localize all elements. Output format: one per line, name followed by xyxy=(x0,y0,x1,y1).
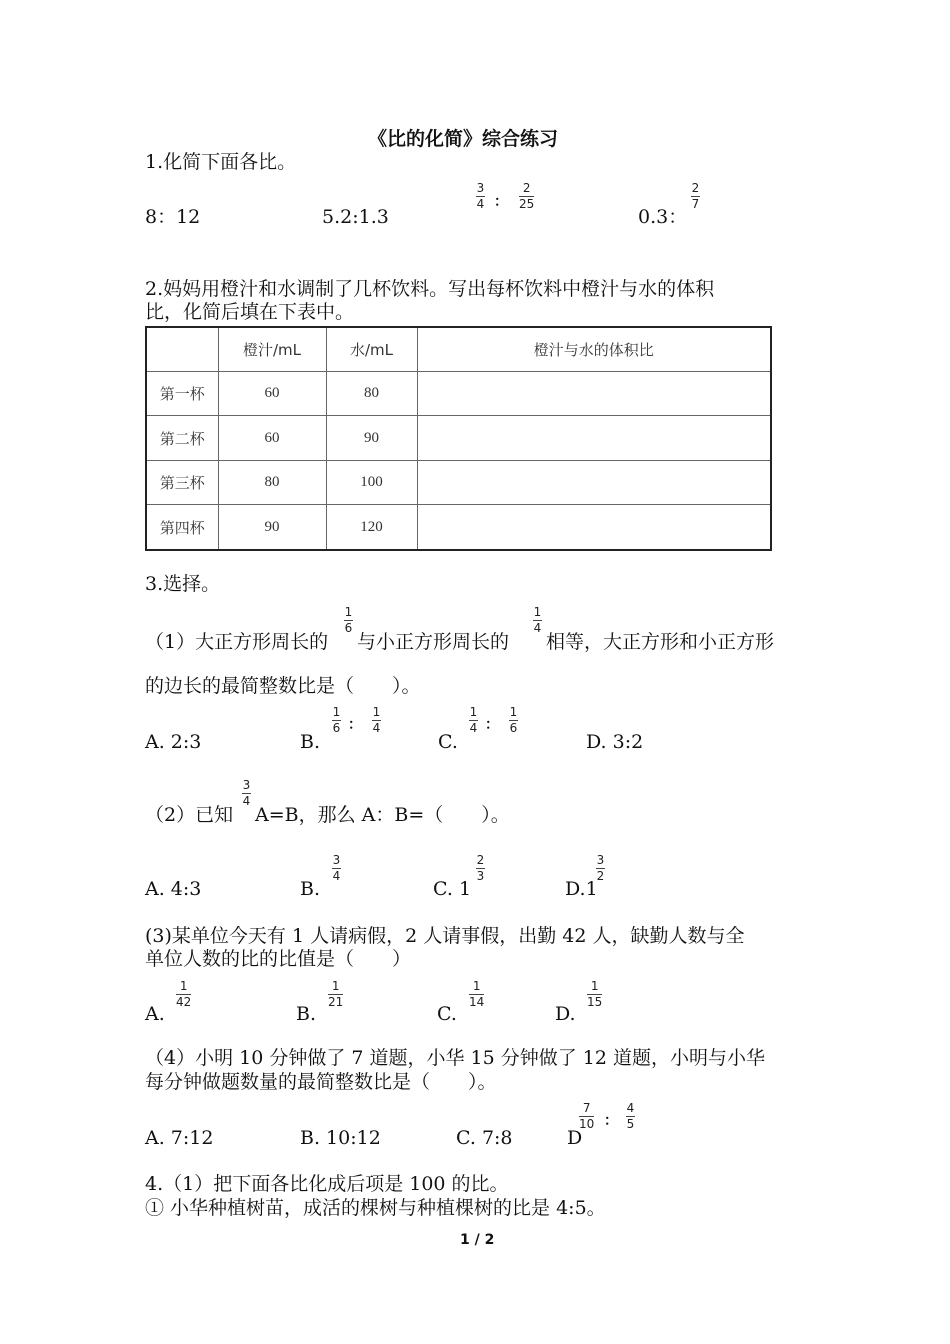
q3-2-option-d-fraction: 3 2 xyxy=(596,853,605,883)
q3-2-option-b[interactable]: B. xyxy=(300,878,321,900)
juice-cell: 80 xyxy=(218,460,326,504)
q3-3-option-a[interactable]: A. xyxy=(145,1003,165,1025)
table-header-water: 水/mL xyxy=(326,327,417,372)
table-row xyxy=(146,416,771,460)
q3-3-line2: 单位人数的比的比值是（ ） xyxy=(145,948,412,970)
q3-3-option-c[interactable]: C. xyxy=(437,1003,457,1025)
q1-fraction-c: 2 7 xyxy=(691,181,700,211)
q3-4-option-b[interactable]: B. 10:12 xyxy=(300,1127,381,1149)
q3-1-option-b[interactable]: B. xyxy=(300,731,321,753)
ratio-answer-cell[interactable] xyxy=(417,416,771,460)
q3-2-option-b-fraction: 3 4 xyxy=(332,853,341,883)
q3-3-option-a-fraction: 1 42 xyxy=(176,979,192,1009)
q1-colon: ： xyxy=(494,194,508,210)
q3-1-option-b-fraction-1: 1 6 xyxy=(332,705,341,735)
q1-item-3: 0.3： xyxy=(638,206,688,228)
q3-1-part1: （1）大正方形周长的 xyxy=(145,631,329,653)
q3-1-option-b-fraction-2: 1 4 xyxy=(372,705,381,735)
q3-2-option-c-fraction: 2 3 xyxy=(476,853,485,883)
q3-4-option-d-fraction-1: 7 10 xyxy=(579,1101,595,1131)
q3-4-option-c[interactable]: C. 7:8 xyxy=(456,1127,513,1149)
water-cell: 120 xyxy=(326,505,417,550)
q3-2-option-a[interactable]: A. 4:3 xyxy=(145,878,202,900)
row-label: 第一杯 xyxy=(146,372,218,416)
table-header-row xyxy=(146,327,771,372)
q3-1-option-c-colon: ： xyxy=(485,717,499,733)
ratio-table xyxy=(145,326,772,551)
q3-1-option-b-colon: ： xyxy=(348,717,362,733)
ratio-answer-cell[interactable] xyxy=(417,460,771,504)
q3-4-option-a[interactable]: A. 7:12 xyxy=(145,1127,214,1149)
q3-3-option-d-fraction: 1 15 xyxy=(587,979,603,1009)
page-title: 《比的化简》综合练习 xyxy=(368,128,559,150)
juice-cell: 90 xyxy=(218,505,326,550)
ratio-answer-cell[interactable] xyxy=(417,372,771,416)
q1-prompt: 1.化简下面各比。 xyxy=(145,151,297,173)
water-cell: 100 xyxy=(326,460,417,504)
water-cell: 90 xyxy=(326,416,417,460)
q3-1-part2: 与小正方形周长的 xyxy=(357,631,510,653)
q3-1-option-c[interactable]: C. xyxy=(438,731,458,753)
table-row xyxy=(146,372,771,416)
q3-2-fraction: 3 4 xyxy=(242,778,251,808)
q3-1-fraction-2: 1 4 xyxy=(533,605,542,635)
row-label: 第三杯 xyxy=(146,460,218,504)
table-row xyxy=(146,505,771,550)
q3-1-part3: 相等，大正方形和小正方形 xyxy=(546,631,775,653)
q1-item-2: 5.2:1.3 xyxy=(322,206,389,228)
water-cell: 80 xyxy=(326,372,417,416)
juice-cell: 60 xyxy=(218,372,326,416)
table-header-corner xyxy=(146,327,218,372)
q3-4-option-d[interactable]: D xyxy=(567,1127,583,1149)
q3-1-line2: 的边长的最简整数比是（ ）。 xyxy=(145,675,421,697)
q1-fraction-a: 3 4 xyxy=(476,181,485,211)
q2-prompt-line2: 比，化简后填在下表中。 xyxy=(145,301,355,323)
q3-3-option-d[interactable]: D. xyxy=(555,1003,576,1025)
q3-3-option-b[interactable]: B. xyxy=(296,1003,317,1025)
ratio-answer-cell[interactable] xyxy=(417,505,771,550)
q4-line2: ① 小华种植树苗，成活的棵树与种植棵树的比是 4:5。 xyxy=(145,1197,606,1219)
q1-fraction-b: 2 25 xyxy=(519,181,535,211)
juice-cell: 60 xyxy=(218,416,326,460)
q3-4-line2: 每分钟做题数量的最简整数比是（ ）。 xyxy=(145,1071,497,1093)
q3-1-option-d[interactable]: D. 3:2 xyxy=(586,731,644,753)
row-label: 第四杯 xyxy=(146,505,218,550)
q3-2-option-c[interactable]: C. 1 xyxy=(433,878,472,900)
q3-1-option-a[interactable]: A. 2:3 xyxy=(145,731,202,753)
q3-3-option-b-fraction: 1 21 xyxy=(328,979,344,1009)
q3-4-option-d-colon: ： xyxy=(604,1113,618,1129)
q1-item-1: 8：12 xyxy=(145,206,201,228)
q3-1-fraction-1: 1 6 xyxy=(344,605,353,635)
row-label: 第二杯 xyxy=(146,416,218,460)
q3-1-option-c-fraction-2: 1 6 xyxy=(509,705,518,735)
q3-2-part1: （2）已知 xyxy=(145,804,234,826)
q3-2-option-d[interactable]: D.1 xyxy=(565,878,598,900)
page-number: 1 / 2 xyxy=(460,1232,495,1248)
q4-line1: 4.（1）把下面各比化成后项是 100 的比。 xyxy=(145,1173,509,1195)
q3-3-option-c-fraction: 1 14 xyxy=(469,979,485,1009)
q2-prompt-line1: 2.妈妈用橙汁和水调制了几杯饮料。写出每杯饮料中橙汁与水的体积 xyxy=(145,278,715,300)
q3-4-option-d-fraction-2: 4 5 xyxy=(626,1101,635,1131)
table-row xyxy=(146,460,771,504)
q3-3-line1: (3)某单位今天有 1 人请病假，2 人请事假，出勤 42 人，缺勤人数与全 xyxy=(145,925,745,947)
q3-prompt: 3.选择。 xyxy=(145,573,221,595)
q3-2-part2: A=B，那么 A：B=（ ）。 xyxy=(255,804,510,826)
q3-4-line1: （4）小明 10 分钟做了 7 道题，小华 15 分钟做了 12 道题，小明与小华 xyxy=(145,1047,766,1069)
q3-1-option-c-fraction-1: 1 4 xyxy=(469,705,478,735)
table-header-ratio: 橙汁与水的体积比 xyxy=(417,327,771,372)
table-header-juice: 橙汁/mL xyxy=(218,327,326,372)
